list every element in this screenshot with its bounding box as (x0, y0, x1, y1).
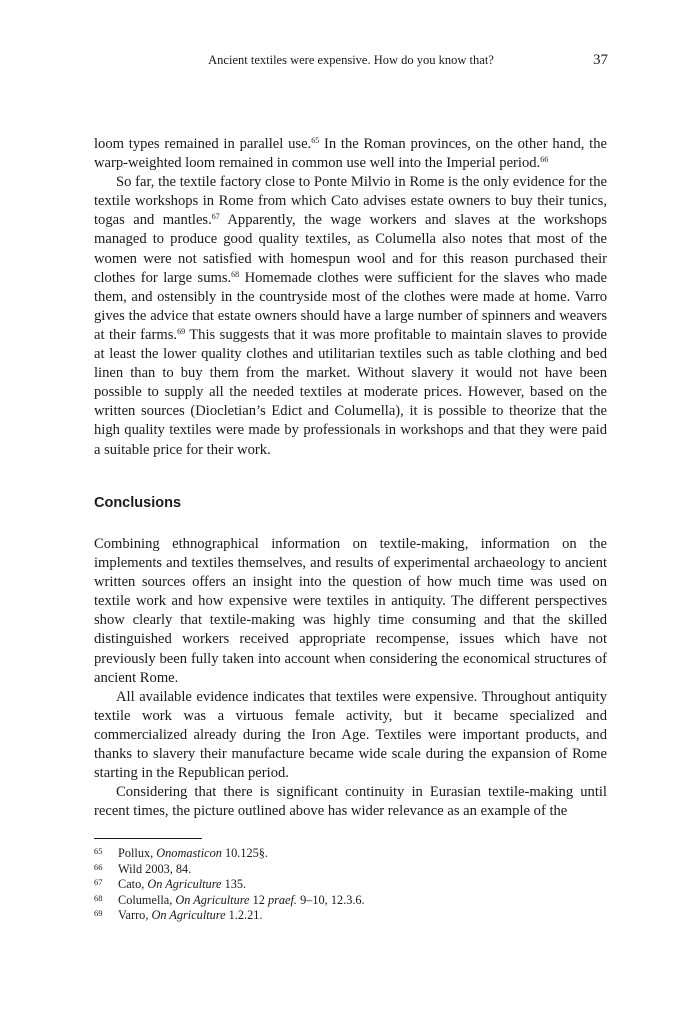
footnote (94, 862, 607, 878)
footnote (94, 877, 607, 893)
section-heading: Conclusions (94, 495, 182, 511)
footnote (94, 908, 607, 924)
footnote (94, 846, 607, 862)
running-title: Ancient textiles were expensive. How do you know that? (208, 53, 494, 67)
footnote-ref[interactable]: 67 (211, 212, 220, 222)
footnote-number: 69 (94, 908, 103, 918)
footnote-number: 65 (94, 846, 103, 856)
body-text-top (94, 135, 607, 460)
paragraph: All available evidence indicates that textiles were expensive. Throughout antiquity textile work was a virtuous female activity, but it became specialized and commercialized already during the Iron Age. Textiles were important products, and thanks to slavery their manufacture became wide scale during the expansion of Rome starting in the Republican period. (94, 688, 607, 782)
text-run: Apparently, the wage workers and slaves at the workshops managed to produce good quality textiles, as Columella also notes that most of the women were not satisfied with homespun wool and for this reason purchased their clothes for large sums. (94, 212, 607, 286)
footnote-ref[interactable]: 66 (540, 155, 549, 165)
text-run: This suggests that it was more profitable to maintain slaves to provide at least the lower quality clothes and utilitarian textiles such as table clothing and bed linen than to buy them from the market. Without slavery it would not have been possible to supply all the needed textiles at moderate prices. However, based on the written sources (Diocletian’s Edict and Columella), it is possible to theorize that the high quality textiles were made by professionals in workshops and that they were paid a suitable price for their work. (94, 326, 608, 458)
footnote-divider (94, 838, 202, 839)
page-number: 37 (593, 52, 608, 68)
footnote-ref[interactable]: 65 (311, 136, 320, 145)
paragraph: Considering that there is significant continuity in Eurasian textile-making until recent times, the picture outlined above has wider relevance as an example of the (94, 784, 607, 820)
footnote-text: Columella, On Agriculture 12 praef. 9–10, 12.3.6. (118, 892, 365, 907)
footnote-number: 67 (94, 877, 103, 887)
text-run: loom types remained in parallel use. (94, 136, 312, 152)
footnote-ref[interactable]: 69 (177, 326, 186, 336)
footnote-text: Cato, On Agriculture 135. (118, 877, 247, 891)
paragraph (94, 135, 607, 173)
footnote-text: Varro, On Agriculture 1.2.21. (118, 908, 263, 922)
footnote-text: Wild 2003, 84. (118, 861, 192, 876)
paragraph (94, 173, 607, 459)
footnote-text: Pollux, Onomasticon 10.125§. (118, 846, 268, 860)
footnote-ref[interactable]: 68 (231, 269, 240, 279)
footnotes (94, 846, 607, 924)
text-run: So far, the textile factory close to Ponte Milvio in Rome is the only evidence for the textile workshops in Rome from which Cato advises estate owners to buy their tunics, togas and mantles. (94, 174, 607, 229)
footnote-number: 66 (94, 861, 103, 872)
footnote (94, 893, 607, 909)
body-text-conclusions (94, 535, 607, 821)
paragraph: Combining ethnographical information on textile-making, information on the implements and textiles themselves, and results of experimental archaeology to ancient written sources offers an insight into the question of how much time was used on textile work and how expensive were textiles in antiquity. The different perspectives show clearly that textile-making was highly time consuming and that the skilled distinguished workers received appropriate recompense, issues which have not previously been fully taken into account when considering the economical structures of ancient Rome. (94, 536, 607, 686)
text-run: Homemade clothes were sufficient for the slaves who made them, and ostensibly in the countryside most of the clothes were made at home. Varro gives the advice that estate owners should have a large number of spinners and weavers at their farms. (94, 269, 607, 343)
footnote-number: 68 (94, 892, 103, 903)
text-run: In the Roman provinces, on the other hand, the warp-weighted loom remained in common use well into the Imperial period. (94, 136, 607, 172)
